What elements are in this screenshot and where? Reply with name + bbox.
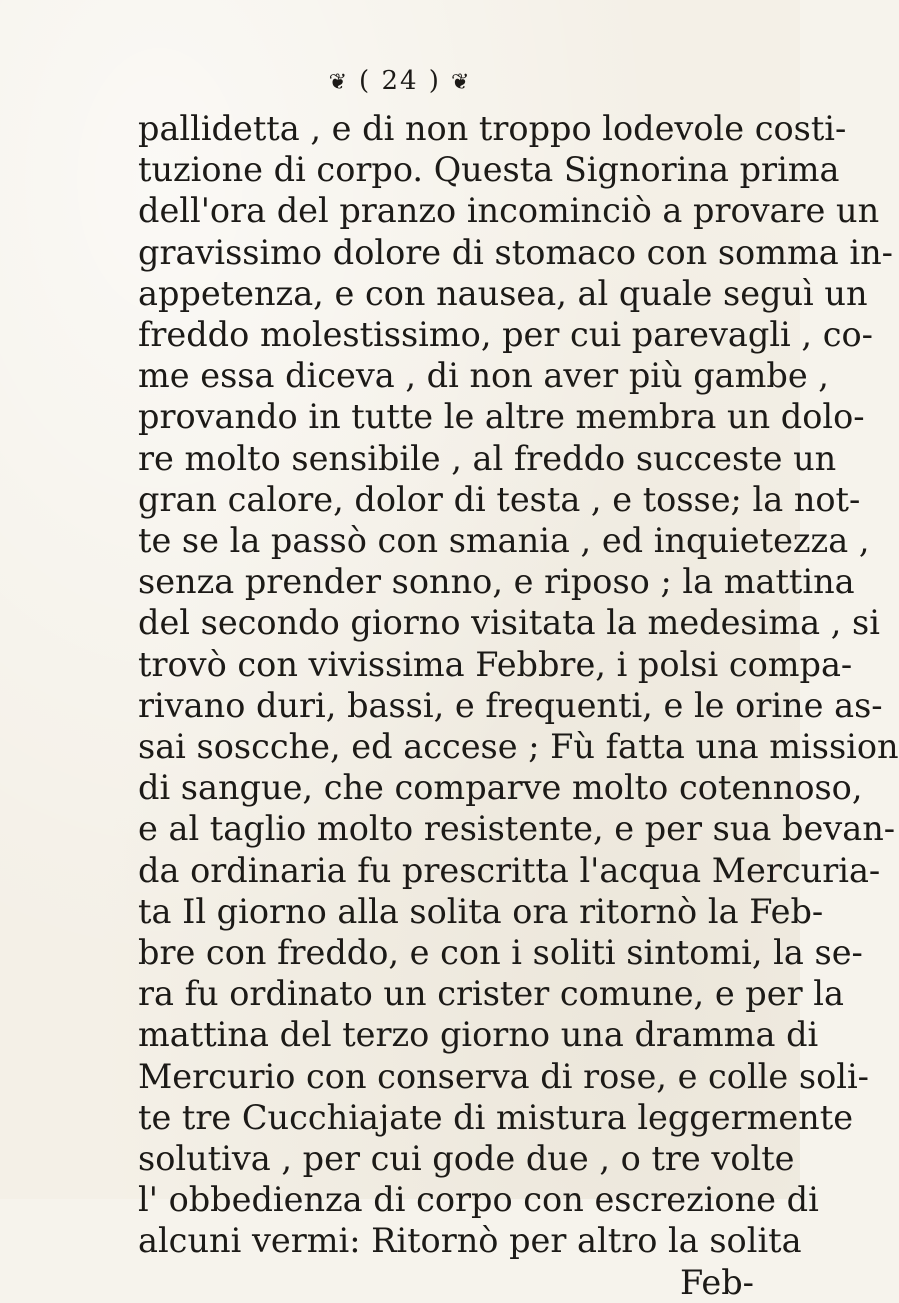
text-line: freddo molestissimo, per cui parevagli , co- — [138, 315, 873, 355]
text-line: tuzione di corpo. Questa Signorina prima — [138, 150, 840, 190]
text-line: trovò con vivissima Febbre, i polsi compa- — [138, 644, 853, 684]
text-line: Mercurio con conserva di rose, e colle soli- — [138, 1056, 869, 1096]
right-ornament-icon: ❦ — [450, 69, 472, 95]
text-line: rivano duri, bassi, e frequenti, e le orine as- — [138, 685, 883, 725]
text-line: te se la passò con smania , ed inquietezza , — [138, 521, 870, 561]
text-line: gran calore, dolor di testa , e tosse; la not- — [138, 479, 861, 519]
page-number: ( 24 ) — [359, 66, 441, 96]
text-line: alcuni vermi: Ritornò per altro la solita — [138, 1221, 802, 1261]
text-line: gravissimo dolore di stomaco con somma in- — [138, 232, 893, 272]
text-line: appetenza, e con nausea, al quale seguì un — [138, 273, 868, 313]
page-header — [0, 66, 800, 96]
text-line: provando in tutte le altre membra un dolo- — [138, 397, 865, 437]
text-line: pallidetta , e di non troppo lodevole costi- — [138, 109, 847, 148]
text-line: me essa diceva , di non aver più gambe , — [138, 356, 829, 396]
text-line: mattina del terzo giorno una dramma di — [138, 1015, 819, 1055]
text-line: del secondo giorno visitata la medesima , si — [138, 603, 880, 643]
text-line: ta Il giorno alla solita ora ritornò la Feb- — [138, 891, 824, 931]
text-line: te tre Cucchiajate di mistura leggermente — [138, 1097, 854, 1137]
left-ornament-icon: ❦ — [328, 69, 350, 95]
text-line: da ordinaria fu prescritta l'acqua Mercuria- — [138, 850, 881, 890]
text-line: l' obbedienza di corpo con escrezione di — [138, 1180, 819, 1220]
text-line: e al taglio molto resistente, e per sua bevan- — [138, 809, 896, 849]
text-line: re molto sensibile , al freddo succeste un — [138, 438, 837, 478]
text-line: ra fu ordinato un crister comune, e per la — [138, 974, 844, 1014]
text-line: senza prender sonno, e riposo ; la mattina — [138, 562, 855, 602]
body-text — [138, 108, 899, 1303]
text-line: bre con freddo, e con i soliti sintomi, la se- — [138, 933, 863, 973]
catchword: Feb- — [679, 1262, 754, 1302]
text-line: dell'ora del pranzo incominciò a provare un — [138, 191, 880, 231]
text-line: sai soscche, ed accese ; Fù fatta una mission — [138, 727, 899, 767]
text-line: solutiva , per cui gode due , o tre volte — [138, 1139, 795, 1179]
text-line: di sangue, che comparve molto cotennoso, — [138, 768, 863, 808]
